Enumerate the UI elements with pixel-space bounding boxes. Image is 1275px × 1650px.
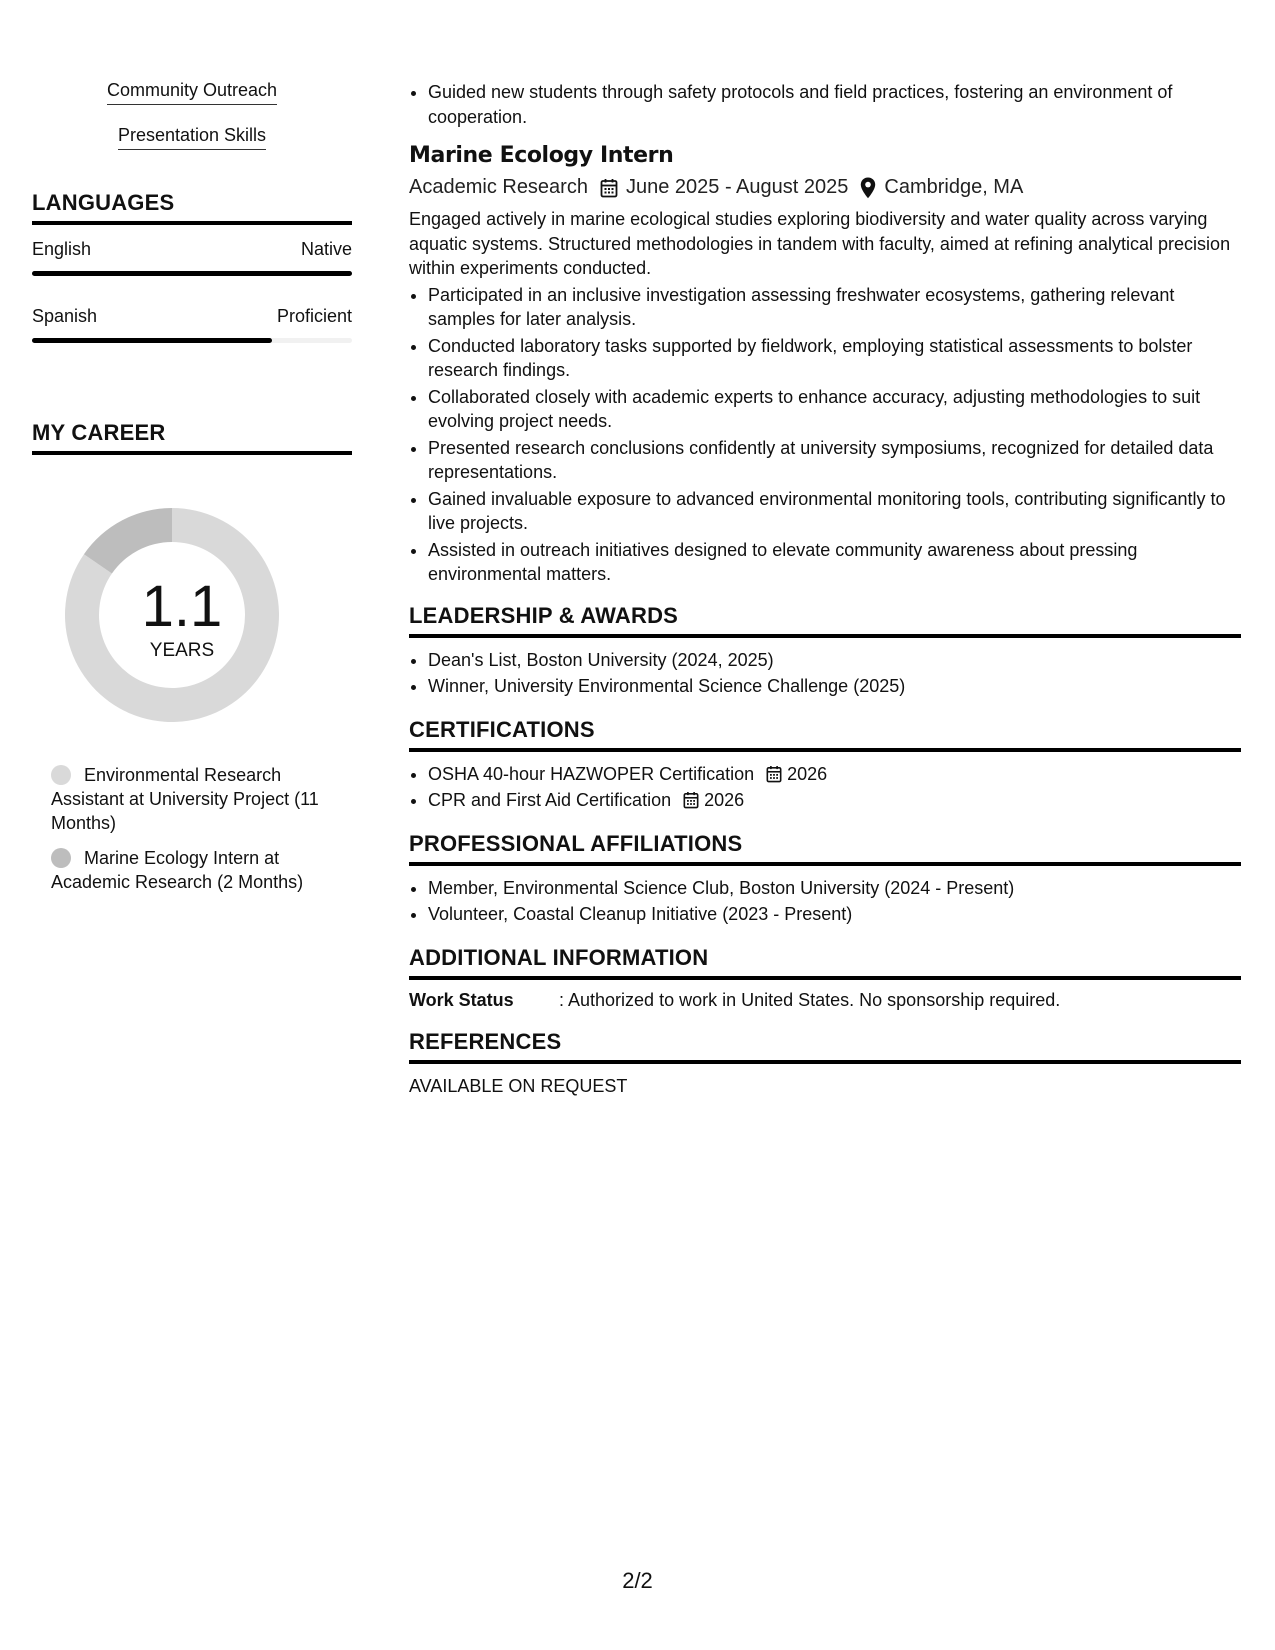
cert-year: 2026 — [787, 763, 828, 784]
references-text: AVAILABLE ON REQUEST — [409, 1075, 628, 1096]
skill-item — [32, 125, 352, 170]
list-item: • Collaborated closely with academic experts to enhance accuracy, adjusting methodologies to suit evolving project needs. — [428, 385, 1241, 434]
section-title: MY CAREER — [32, 420, 166, 445]
skill-item — [32, 80, 352, 125]
section-title: LEADERSHIP & AWARDS — [409, 602, 679, 628]
list-item: • Dean's List, Boston University (2024, 2025) — [428, 648, 1241, 673]
skill-label: Community Outreach — [107, 80, 277, 105]
left-column — [32, 80, 352, 894]
section-divider — [409, 634, 1241, 638]
work-status-label: Work Status — [409, 989, 514, 1010]
career-total-unit: YEARS — [149, 640, 215, 661]
language-bar — [32, 338, 352, 343]
legend-dot — [51, 765, 71, 785]
list-item: • Assisted in outreach initiatives designed to elevate community awareness about pressing environmental matters. — [428, 538, 1241, 587]
certifications-section — [409, 717, 1241, 813]
legend-dot — [51, 848, 71, 868]
language-bar-fill — [32, 271, 352, 276]
job-dates: June 2025 - August 2025 — [625, 176, 849, 198]
language-bar — [32, 271, 352, 276]
additional-info-section — [409, 945, 1241, 1011]
cert-name: • CPR and First Aid Certification — [428, 790, 672, 810]
calendar-icon — [683, 791, 699, 809]
career-total-value: 1.1 — [141, 574, 223, 639]
section-title: PROFESSIONAL AFFILIATIONS — [409, 830, 743, 856]
cert-name: • OSHA 40-hour HAZWOPER Certification — [428, 763, 755, 784]
section-divider — [32, 451, 352, 455]
list-item — [428, 788, 1241, 813]
calendar-icon — [766, 765, 782, 783]
section-title: CERTIFICATIONS — [409, 716, 595, 742]
section-title: REFERENCES — [409, 1028, 562, 1054]
job-location: Cambridge, MA — [884, 176, 1024, 198]
list-item: • Member, Environmental Science Club, Boston University (2024 - Present) — [428, 876, 1241, 901]
list-item: • Winner, University Environmental Science Challenge (2025) — [428, 674, 1241, 699]
language-bar-fill — [32, 338, 272, 343]
section-divider — [409, 862, 1241, 866]
map-pin-icon — [860, 177, 876, 199]
affiliations-list — [409, 876, 1241, 927]
career-legend-item — [32, 846, 352, 894]
language-item — [32, 239, 352, 276]
job-bullets — [409, 283, 1241, 587]
leadership-section — [409, 603, 1241, 699]
list-item: • Presented research conclusions confidently at university symposiums, recognized for detailed data representations. — [428, 436, 1241, 485]
language-name: Spanish — [32, 306, 98, 326]
language-level: Native — [300, 239, 352, 259]
career-section — [32, 420, 352, 894]
work-status-value: : Authorized to work in United States. No sponsorship required. — [559, 989, 1061, 1010]
career-legend-label: Marine Ecology Intern at Academic Research (2 Months) — [51, 848, 304, 892]
skills-list — [32, 80, 352, 170]
section-divider — [409, 1060, 1241, 1064]
carryover-bullets — [409, 80, 1241, 129]
list-item: • Conducted laboratory tasks supported by fieldwork, employing statistical assessments to bolster research findings. — [428, 334, 1241, 383]
references-section — [409, 1029, 1241, 1097]
list-item: • Participated in an inclusive investigation assessing freshwater ecosystems, gathering relevant samples for later analysis. — [428, 283, 1241, 332]
career-legend-label: Environmental Research Assistant at University Project (11 Months) — [51, 765, 319, 833]
list-item: • Guided new students through safety protocols and field practices, fostering an environment of cooperation. — [428, 80, 1241, 129]
section-title: LANGUAGES — [32, 190, 175, 215]
job-meta — [409, 176, 1241, 199]
job-title: Marine Ecology Intern — [409, 143, 674, 168]
right-column — [409, 80, 1241, 1097]
work-status-row — [409, 990, 1241, 1011]
skill-label: Presentation Skills — [118, 125, 266, 150]
leadership-list — [409, 648, 1241, 699]
language-item — [32, 306, 352, 343]
career-legend-item — [32, 763, 352, 835]
page-number: 2/2 — [622, 1568, 653, 1593]
experience-entry — [409, 143, 1241, 587]
job-company: Academic Research — [409, 176, 588, 198]
certifications-list — [409, 762, 1241, 813]
career-donut-chart — [32, 495, 352, 735]
list-item — [428, 762, 1241, 787]
list-item: • Volunteer, Coastal Cleanup Initiative (2023 - Present) — [428, 902, 1241, 927]
job-description: Engaged actively in marine ecological studies exploring biodiversity and water quality across varying aquatic systems. Structured methodologies in tandem with faculty, aimed at refining analytical precision within experiments conducted. — [409, 209, 1231, 278]
language-level: Proficient — [276, 306, 352, 326]
section-divider — [409, 976, 1241, 980]
section-divider — [32, 221, 352, 225]
affiliations-section — [409, 831, 1241, 927]
list-item: • Gained invaluable exposure to advanced environmental monitoring tools, contributing significantly to live projects. — [428, 487, 1241, 536]
cert-year: 2026 — [704, 790, 745, 810]
section-divider — [409, 748, 1241, 752]
calendar-icon — [600, 178, 618, 198]
languages-section — [32, 190, 352, 343]
section-title: ADDITIONAL INFORMATION — [409, 944, 709, 970]
language-name: English — [32, 239, 92, 259]
